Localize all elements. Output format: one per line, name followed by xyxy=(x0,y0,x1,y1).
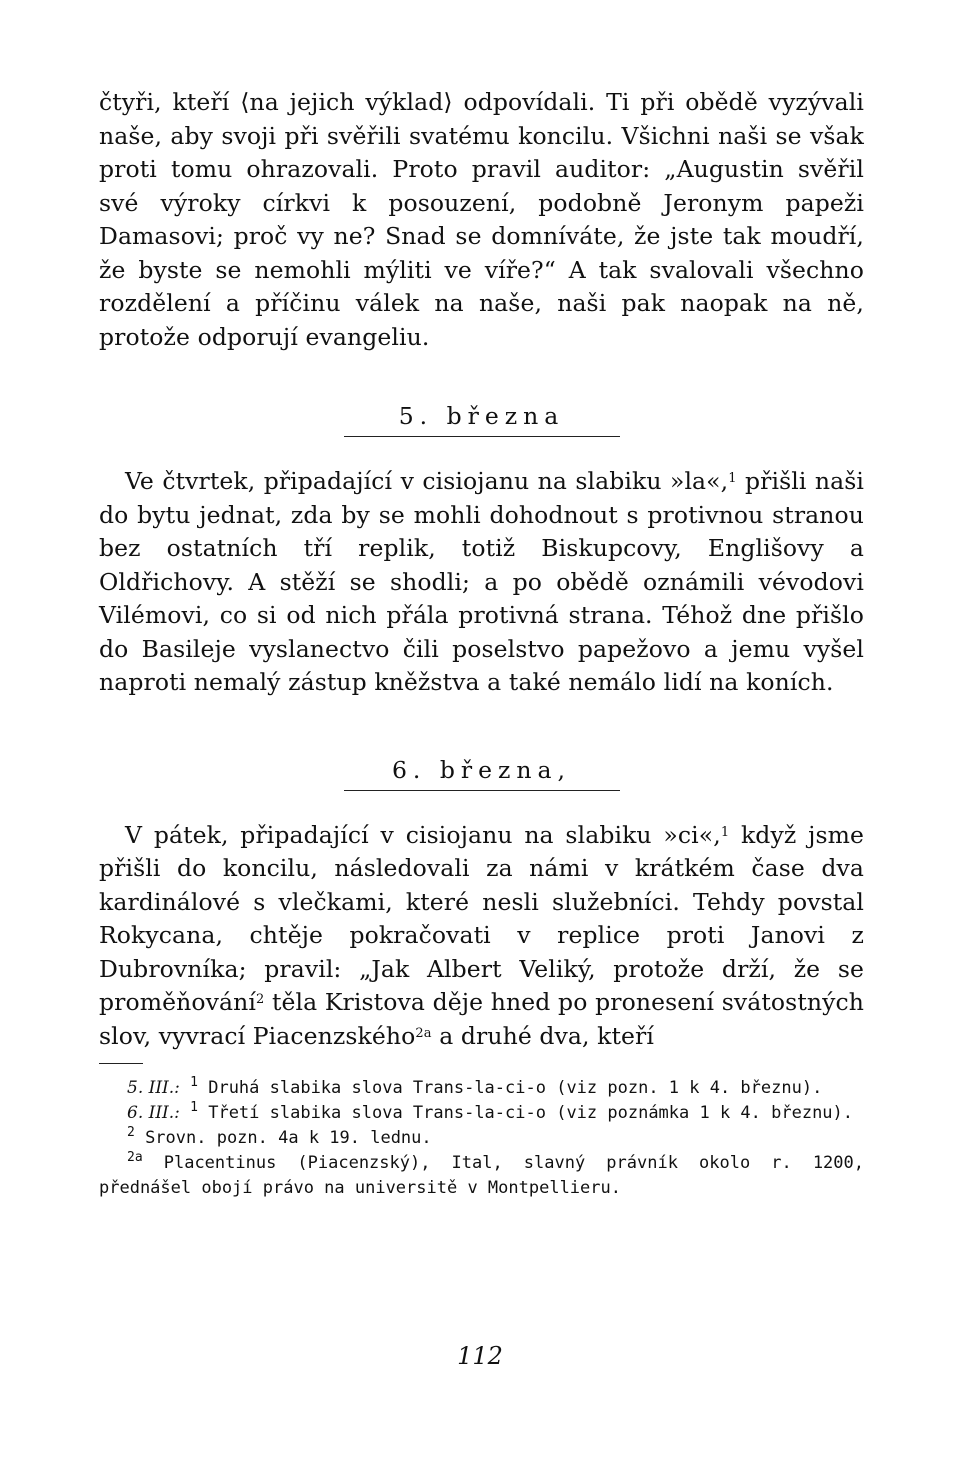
footnote-text: Placentinus (Piacenzský), Ital, slavný právník okolo r. 1200, přednášel obojí právo na universitě v Montpellieru. xyxy=(99,1153,864,1198)
footnote xyxy=(99,1126,864,1151)
text-run: a druhé dva, kteří xyxy=(431,1021,655,1050)
footnote-ref: 6. III.: xyxy=(127,1103,180,1123)
footnote-text: Srovn. pozn. 4a k 19. lednu. xyxy=(134,1128,432,1148)
footnote xyxy=(99,1101,864,1126)
footnotes xyxy=(99,1076,864,1201)
footnote-text: Druhá slabika slova Trans-la-ci-o (viz pozn. 1 k 4. březnu). xyxy=(197,1078,823,1098)
book-page xyxy=(99,86,864,1201)
heading-text: 6. března, xyxy=(391,755,572,784)
footnote-separator xyxy=(99,1063,143,1064)
footnote-marker: 1 xyxy=(720,824,730,840)
heading-underline xyxy=(344,790,620,791)
paragraph-5-march xyxy=(99,465,864,700)
footnote-marker: 2 xyxy=(255,992,265,1007)
footnote-mark: 2a xyxy=(127,1150,143,1165)
footnote-marker: 1 xyxy=(728,471,737,486)
footnote xyxy=(99,1076,864,1101)
footnote-mark: 1 xyxy=(190,1100,198,1115)
text-run: když jsme přišli do koncilu, následovali za námi v krátkém čase dva kardinálové s vlečkami, které nesli služebníci. Tehdy povstal Rokycana, chtěje pokračovati v replice proti Janovi z Dubrovníka; pravil: „Jak Albert Veliký, protože drží, že se proměňování xyxy=(99,820,865,1016)
page-number: 112 xyxy=(457,1342,503,1370)
footnote-mark: 1 xyxy=(190,1075,198,1090)
section-heading-6-march xyxy=(99,756,864,791)
paragraph-6-march xyxy=(99,819,864,1054)
heading-text: 5. března xyxy=(398,402,565,430)
footnote-mark: 2 xyxy=(127,1125,135,1140)
text-run: Ve čtvrtek, připadající v cisiojanu na slabiku »la«, xyxy=(125,467,729,495)
paragraph-continuation: čtyři, kteří ⟨na jejich výklad⟩ odpovídali. Ti při obědě vyzývali naše, aby svoji při svěřili svatému koncilu. Všichni naši se však proti tomu ohrazovali. Proto pravil auditor: „Augustin svěřil své výroky církvi k posouzení, podobně Jeronym papeži Damasovi; proč vy ne? Snad se domníváte, že jste tak moudří, že byste se nemohli mýliti ve víře?“ A tak svalovali všechno rozdělení a příčinu válek na naše, naši pak naopak na ně, protože odporují evangeliu. xyxy=(99,88,864,351)
footnote-ref: 5. III.: xyxy=(127,1078,180,1098)
footnote-text: Třetí slabika slova Trans-la-ci-o (viz poznámka 1 k 4. březnu). xyxy=(197,1103,854,1123)
text-run: těla Kristova děje hned po pronesení svátostných slov, vyvrací Piacenzského xyxy=(99,988,864,1050)
footnote-marker: 2a xyxy=(415,1025,432,1041)
text-run: V pátek, připadající v cisiojanu na slabiku »ci«, xyxy=(125,820,721,849)
footnote xyxy=(99,1151,864,1201)
text-run: přišli naši do bytu jednat, zda by se mohli dohodnout s protivnou stranou bez ostatních tří replik, totiž Biskupcovy, Englišovy a Oldřichovy. A stěží se shodli; a po obědě oznámili vévodovi Vilémovi, co si od nich přála protivná strana. Téhož dne přišlo do Basileje vyslanectvo čili poselstvo papežovo a jemu vyšel naproti nemalý zástup kněžstva a také nemálo lidí na koních. xyxy=(99,467,864,696)
heading-underline xyxy=(344,436,620,437)
section-heading-5-march xyxy=(99,402,864,437)
